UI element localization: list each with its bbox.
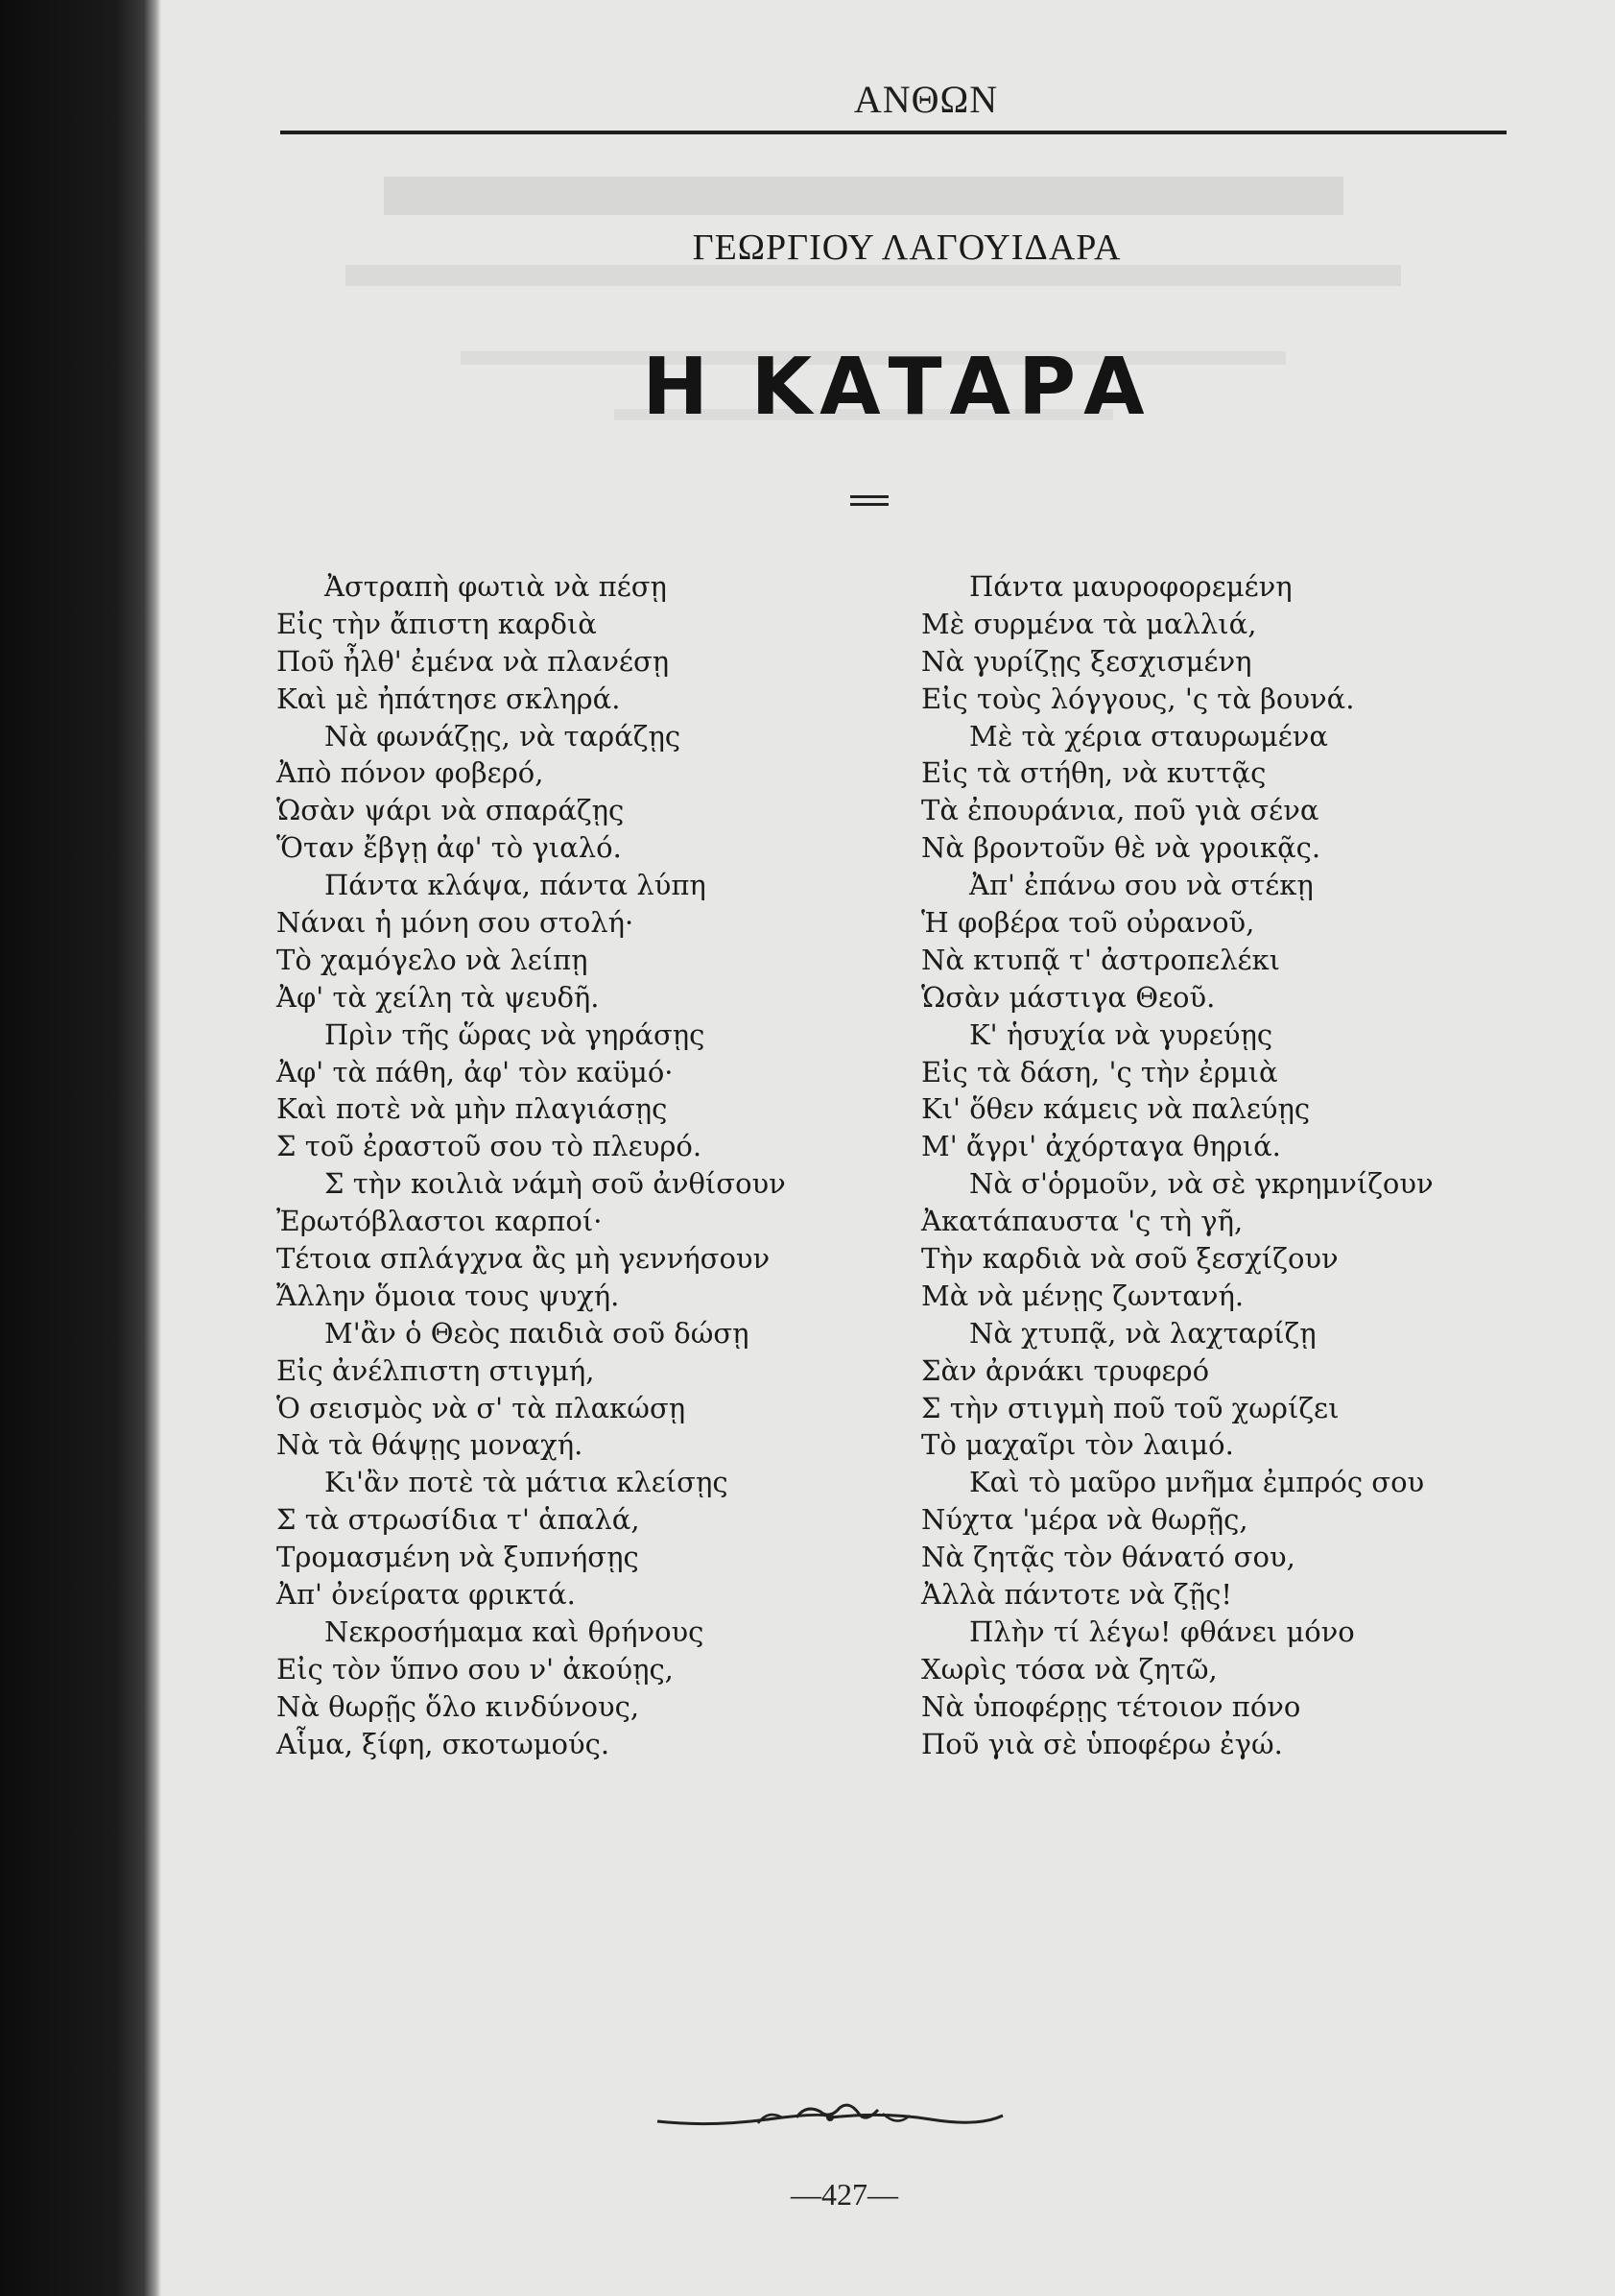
- header-rule: [280, 131, 1507, 134]
- ornament-line: [850, 495, 889, 498]
- verse-line: Εἰς τὸν ὕπνο σου ν' ἀκούῃς,: [276, 1652, 674, 1686]
- verse-line: Πάντα μαυροφορεμένη: [969, 570, 1293, 603]
- verse-line: Καὶ τὸ μαῦρο μνῆμα ἐμπρός σου: [969, 1466, 1425, 1499]
- page-header: [269, 58, 1507, 144]
- verse-line: Μ'ἂν ὁ Θεὸς παιδιὰ σοῦ δώσῃ: [324, 1316, 749, 1350]
- verse-line: Ὡσὰν ψάρι νὰ σπαράζῃς: [276, 794, 625, 827]
- verse-line: Σ τὴν κοιλιὰ νάμὴ σοῦ ἀνθίσουν: [324, 1167, 786, 1201]
- verse-line: Νὰ σ'ὁρμοῦν, νὰ σὲ γκρημνίζουν: [969, 1167, 1434, 1201]
- verse-line: Νύχτα 'μέρα νὰ θωρῇς,: [921, 1503, 1248, 1537]
- verse-line: Μὲ τὰ χέρια σταυρωμένα: [969, 719, 1328, 753]
- verse-line: Νὰ ζητᾷς τὸν θάνατό σου,: [921, 1541, 1295, 1574]
- ornament-line: [850, 503, 889, 506]
- verse-line: Καὶ ποτὲ νὰ μὴν πλαγιάσῃς: [276, 1092, 668, 1126]
- title-ornament: [841, 493, 898, 511]
- page-number: —427—: [791, 2177, 898, 2212]
- verse-line: Σ τοῦ ἐραστοῦ σου τὸ πλευρό.: [276, 1130, 702, 1163]
- end-ornament: [653, 2098, 1008, 2137]
- verse-line: Νεκροσήμαμα καὶ θρήνους: [324, 1614, 704, 1648]
- verse-line: Εἰς τὴν ἄπιστη καρδιὰ: [276, 607, 597, 640]
- verse-line: Ἡ φοβέρα τοῦ οὐρανοῦ,: [921, 906, 1255, 940]
- verse-line: Εἰς τοὺς λόγγους, 'ς τὰ βουνά.: [921, 682, 1355, 715]
- verse-line: Κι' ὅθεν κάμεις νὰ παλεύῃς: [921, 1092, 1311, 1126]
- verse-line: Σὰν ἀρνάκι τρυφερό: [921, 1353, 1210, 1387]
- verse-line: Ἀφ' τὰ χείλη τὰ ψευδῆ.: [276, 980, 600, 1014]
- verse-line: Σ τὴν στιγμὴ ποῦ τοῦ χωρίζει: [921, 1391, 1340, 1424]
- verse-line: Ἐρωτόβλαστοι καρποί·: [276, 1205, 603, 1238]
- verse-line: Ὡσὰν μάστιγα Θεοῦ.: [921, 980, 1216, 1014]
- verse-line: Κ' ἡσυχία νὰ γυρεύῃς: [969, 1017, 1273, 1051]
- verse-line: Μὰ νὰ μένῃς ζωντανή.: [921, 1279, 1245, 1312]
- verse-line: Τέτοια σπλάγχνα ἂς μὴ γεννήσουν: [276, 1242, 771, 1276]
- verse-line: Εἰς τὰ στήθη, νὰ κυττᾷς: [921, 756, 1267, 790]
- verse-line: Αἷμα, ξίφη, σκοτωμούς.: [276, 1727, 610, 1760]
- verse-line: Νὰ φωνάζῃς, νὰ ταράζῃς: [324, 719, 681, 753]
- verse-line: Νὰ τὰ θάψῃς μοναχή.: [276, 1428, 583, 1462]
- verse-line: Τὰ ἐπουράνια, ποῦ γιὰ σένα: [921, 794, 1319, 827]
- verse-line: Ἀλλὰ πάντοτε νὰ ζῇς!: [921, 1578, 1232, 1612]
- verse-line: Νὰ γυρίζῃς ξεσχισμένη: [921, 644, 1252, 678]
- verse-line: Μὲ συρμένα τὰ μαλλιά,: [921, 607, 1257, 640]
- verse-line: Μ' ἄγρι' ἀχόρταγα θηριά.: [921, 1130, 1281, 1163]
- verse-line: Πάντα κλάψα, πάντα λύπη: [324, 869, 706, 902]
- verse-line: Ἀστραπὴ φωτιὰ νὰ πέσῃ: [324, 570, 667, 603]
- verse-line: Ἄλλην ὅμοια τους ψυχή.: [276, 1279, 620, 1312]
- verse-line: Τρομασμένη νὰ ξυπνήσῃς: [276, 1541, 639, 1574]
- verse-line: Ὅταν ἔβγῃ ἀφ' τὸ γιαλό.: [276, 831, 622, 865]
- poem-title: Η ΚΑΤΑΡΑ: [642, 342, 1152, 433]
- author-name: ΓΕΩΡΓΙΟΥ ΛΑΓΟΥΙΔΑΡΑ: [692, 227, 1122, 268]
- verse-line: Ὁ σεισμὸς νὰ σ' τὰ πλακώσῃ: [276, 1391, 686, 1424]
- verse-line: Ἀπὸ πόνον φοβερό,: [276, 756, 544, 790]
- verse-line: Εἰς τὰ δάση, 'ς τὴν ἐρμιὰ: [921, 1055, 1278, 1088]
- verse-line: Πρὶν τῆς ὥρας νὰ γηράσῃς: [324, 1017, 705, 1051]
- verse-line: Ἀφ' τὰ πάθη, ἀφ' τὸν καϋμό·: [276, 1055, 674, 1088]
- verse-line: Σ τὰ στρωσίδια τ' ἁπαλά,: [276, 1503, 640, 1537]
- verse-line: Νὰ θωρῇς ὅλο κινδύνους,: [276, 1689, 640, 1723]
- running-head: ΑΝΘΩΝ: [853, 78, 999, 121]
- verse-line: Τὸ χαμόγελο νὰ λείπῃ: [276, 943, 588, 976]
- verse-line: Ποῦ ἦλθ' ἐμένα νὰ πλανέσῃ: [276, 644, 670, 678]
- verse-line: Νὰ χτυπᾷ, νὰ λαχταρίζῃ: [969, 1316, 1317, 1350]
- verse-line: Τὸ μαχαῖρι τὸν λαιμό.: [921, 1428, 1234, 1462]
- verse-line: Νὰ κτυπᾷ τ' ἀστροπελέκι: [921, 943, 1280, 976]
- verse-line: Ἀπ' ὀνείρατα φρικτά.: [276, 1578, 576, 1612]
- verse-line: Νὰ βροντοῦν θὲ νὰ γροικᾷς.: [921, 831, 1321, 865]
- verse-line: Χωρὶς τόσα νὰ ζητῶ,: [921, 1652, 1218, 1686]
- binding-shadow: [0, 0, 161, 2296]
- poem-column-left: [276, 568, 891, 1763]
- verse-line: Ποῦ γιὰ σὲ ὑποφέρω ἐγώ.: [921, 1727, 1283, 1760]
- verse-line: Νάναι ἡ μόνη σου στολή·: [276, 906, 634, 940]
- verse-line: Νὰ ὑποφέρῃς τέτοιον πόνο: [921, 1689, 1301, 1723]
- verse-line: Εἰς ἀνέλπιστη στιγμή,: [276, 1353, 595, 1387]
- poem-column-right: [921, 568, 1497, 1763]
- verse-line: Ἀκατάπαυστα 'ς τὴ γῆ,: [921, 1205, 1244, 1238]
- verse-line: Καὶ μὲ ἠπάτησε σκληρά.: [276, 682, 621, 715]
- verse-line: Τὴν καρδιὰ νὰ σοῦ ξεσχίζουν: [921, 1242, 1339, 1276]
- verse-line: Πλὴν τί λέγω! φθάνει μόνο: [969, 1614, 1355, 1648]
- verse-line: Κι'ἂν ποτὲ τὰ μάτια κλείσῃς: [324, 1466, 728, 1499]
- verse-line: Ἀπ' ἐπάνω σου νὰ στέκῃ: [969, 869, 1314, 902]
